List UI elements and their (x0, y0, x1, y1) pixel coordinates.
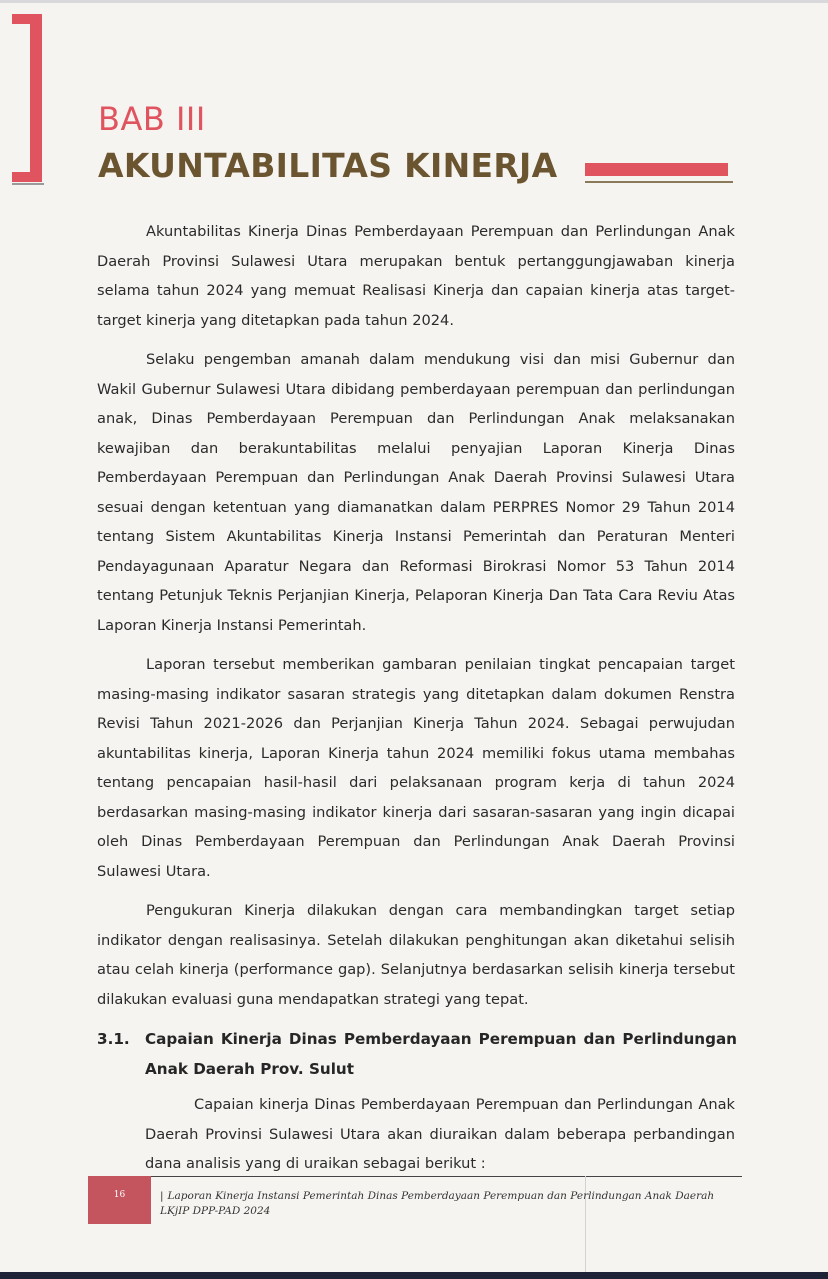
footer-rule (88, 1176, 742, 1177)
title-accent-bar (585, 163, 728, 176)
paragraph-1: Akuntabilitas Kinerja Dinas Pemberdayaan Perempuan dan Perlindungan Anak Daerah Provinsi Sulawesi Utara merupakan bentuk pertanggungjawaban kinerja selama tahun 2024 yang memuat Realisasi Kinerja dan capaian kinerja atas target-target kinerja yang ditetapkan pada tahun 2024. (97, 223, 735, 329)
section-title: Capaian Kinerja Dinas Pemberdayaan Perempuan dan Perlindungan Anak Daerah Prov. Sulut (145, 1030, 737, 1078)
chapter-bracket-decoration (12, 14, 42, 182)
footer-line-2: LKjIP DPP-PAD 2024 (160, 1205, 271, 1217)
chapter-body (97, 217, 735, 1024)
footer-caption (160, 1189, 720, 1219)
chapter-label: BAB III (98, 100, 206, 138)
section-body (145, 1090, 735, 1179)
title-accent-underline (585, 181, 733, 183)
section-paragraph: Capaian kinerja Dinas Pemberdayaan Perempuan dan Perlindungan Anak Daerah Provinsi Sulawesi Utara akan diuraikan dalam beberapa perbandingan dana analisis yang di uraikan sebagai berikut : (145, 1096, 735, 1172)
bracket-underline (12, 183, 44, 185)
footer-line-1: Laporan Kinerja Instansi Pemerintah Dinas Pemberdayaan Perempuan dan Perlindungan Anak Daerah (167, 1190, 715, 1202)
bracket-bottom (12, 172, 42, 182)
footer-separator: | (160, 1190, 164, 1202)
section-number: 3.1. (97, 1030, 130, 1048)
footer-page-block (88, 1176, 151, 1224)
paragraph-4: Pengukuran Kinerja dilakukan dengan cara membandingkan target setiap indikator dengan realisasinya. Setelah dilakukan penghitungan akan diketahui selisih atau celah kinerja (performance gap). Selanjutnya berdasarkan selisih kinerja tersebut dilakukan evaluasi guna mendapatkan strategi yang tepat. (97, 902, 735, 1008)
bottom-edge (0, 1272, 828, 1279)
paragraph-2: Selaku pengemban amanah dalam mendukung visi dan misi Gubernur dan Wakil Gubernur Sulawesi Utara dibidang pemberdayaan perempuan dan perlindungan anak, Dinas Pemberdayaan Perempuan dan Perlindungan Anak melaksanakan kewajiban dan berakuntabilitas melalui penyajian Laporan Kinerja Dinas Pemberdayaan Perempuan dan Perlindungan Anak Daerah Provinsi Sulawesi Utara sesuai dengan ketentuan yang diamanatkan dalam PERPRES Nomor 29 Tahun 2014 tentang Sistem Akuntabilitas Kinerja Instansi Pemerintah dan Peraturan Menteri Pendayagunaan Aparatur Negara dan Reformasi Birokrasi Nomor 53 Tahun 2014 tentang Petunjuk Teknis Perjanjian Kinerja, Pelaporan Kinerja Dan Tata Cara Reviu Atas Laporan Kinerja Instansi Pemerintah. (97, 351, 735, 634)
chapter-title: AKUNTABILITAS KINERJA (98, 146, 558, 185)
paragraph-3: Laporan tersebut memberikan gambaran penilaian tingkat pencapaian target masing-masing indikator sasaran strategis yang ditetapkan dalam dokumen Renstra Revisi Tahun 2021-2026 dan Perjanjian Kinerja Tahun 2024. Sebagai perwujudan akuntabilitas kinerja, Laporan Kinerja tahun 2024 memiliki fokus utama membahas tentang pencapaian hasil-hasil dari pelaksanaan program kerja di tahun 2024 berdasarkan masing-masing indikator kinerja dari sasaran-sasaran yang ingin dicapai oleh Dinas Pemberdayaan Perempuan dan Perlindungan Anak Daerah Provinsi Sulawesi Utara. (97, 656, 735, 880)
page-number: 16 (113, 1190, 126, 1200)
top-edge-line (0, 0, 828, 3)
section-heading (97, 1024, 737, 1084)
bracket-stem (30, 14, 42, 182)
